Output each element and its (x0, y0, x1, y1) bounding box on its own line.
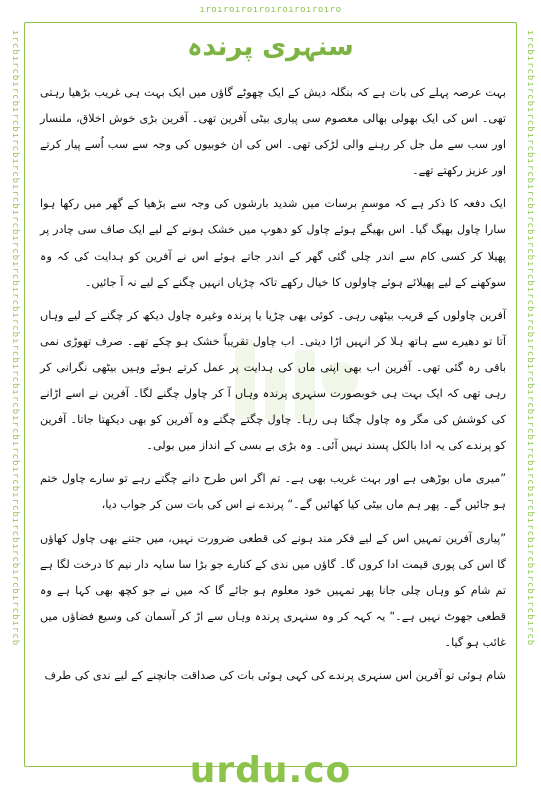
paragraph: شام ہوئی تو آفرین اس سنہری پرندے کی کہی ہوئی بات کی صداقت جانچنے کے لیے ندی کی طرف (44, 668, 506, 682)
paragraph: آفرین چاولوں کے قریب بیٹھی رہی۔ کوئی بھی چڑیا یا پرندہ وغیرہ چاول دیکھ کر چگنے کے لیے وہاں آتا تو دھیرے سے ہاتھ ہلا کر انہیں اڑا دیتی۔ اب چاول تقریباً خشک ہو چکے تھے۔ صرف تھوڑی نمی باقی رہ گئی تھی۔ آفرین اب بھی اپنی ماں کی ہدایت پر عمل کرتے ہوئے وہیں بیٹھی نگرانی کر رہی تھی کہ ایک بہت ہی خوبصورت سنہری پرندہ وہاں آ کر چاول چگنے لگا۔ آفرین نے اسے اڑانے کی کوشش کی مگر وہ چاول چگتا ہی رہا۔ چاول چگتے چگتے وہ آفرین کو بھی دیکھتا جاتا۔ آفرین کو پرندے کی یہ ادا بالکل پسند نہیں آئی۔ وہ بڑی بے بسی کے انداز میں بولی۔ (40, 308, 506, 453)
paragraph: بہت عرصہ پہلے کی بات ہے کہ بنگلہ دیش کے ایک چھوٹے گاؤں میں ایک بہت ہی غریب بڑھیا رہتی تھی۔ اس کی ایک بھولی بھالی معصوم سی پیاری بیٹی آفرین تھی۔ آفرین بڑی خوش اخلاق، ملنسار اور سب سے مل جل کر رہنے والی لڑکی تھی۔ اس کی ان خوبیوں کی وجہ سے سب اُسے پیار کرتے اور عزیز رکھتے تھے۔ (40, 86, 506, 178)
right-decorative-pattern: ırcbırcbırcbırcbırcbırcbırcbırcbırcbırcbırcbırcbırcbırcbırcbırcbırcbırcbırcbırcbırcbırcbırcbırcb (525, 30, 535, 647)
paragraph: ”پیاری آفرین تمہیں اس کے لیے فکر مند ہونے کی قطعی ضرورت نہیں، میں جتنے بھی چاول کھاؤں گا اس کی پوری قیمت ادا کروں گا۔ گاؤں میں ندی کے کنارے جو بڑا سا سایہ دار نیم کا درخت لگا ہے تم شام کو وہاں چلی جانا پھر تمہیں خود معلوم ہو جائے گا کہ میں نے جو کچھ بھی کہا ہے وہ قطعی جھوٹ نہیں ہے۔“ یہ کہہ کر وہ سنہری پرندہ وہاں سے اڑ کر آسمان کی وسیع فضاؤں میں غائب ہو گیا۔ (40, 531, 506, 649)
page-title: سنہری پرندہ (187, 32, 354, 62)
footer-site-logo[interactable]: urdu.co (189, 750, 352, 791)
paragraph: ایک دفعہ کا ذکر ہے کہ موسمِ برسات میں شدید بارشوں کی وجہ سے بڑھیا کے گھر میں رکھا ہوا سارا چاول بھیگ گیا۔ اس بھیگے ہوئے چاول کو دھوپ میں خشک ہونے کے لیے ایک صاف سی چادر پر پھیلا کر کسی کام سے اندر چلی گئی گھر کے اندر جاتے ہوئے اس نے آفرین کو ہدایت کی کہ وہ سوکھنے کے لیے پھیلائے ہوئے چاولوں کا خیال رکھے تاکہ چڑیاں انہیں چگنے کے لیے نہ آ جائیں۔ (40, 197, 506, 289)
story-body (40, 80, 506, 696)
top-decorative-pattern: ıroıroıroıroıroıroıroıro (199, 5, 342, 15)
paragraph: ”میری ماں بوڑھی ہے اور بہت غریب بھی ہے۔ تم اگر اس طرح دانے چگتے رہے تو سارے چاول ختم ہو جائیں گے۔ پھر ہم ماں بیٹی کیا کھائیں گے۔“ پرندے نے اس کی بات سن کر جواب دیا، (40, 472, 506, 512)
left-decorative-pattern: ırcbırcbırcbırcbırcbırcbırcbırcbırcbırcbırcbırcbırcbırcbırcbırcbırcbırcbırcbırcbırcbırcbırcbırcb (10, 30, 20, 647)
